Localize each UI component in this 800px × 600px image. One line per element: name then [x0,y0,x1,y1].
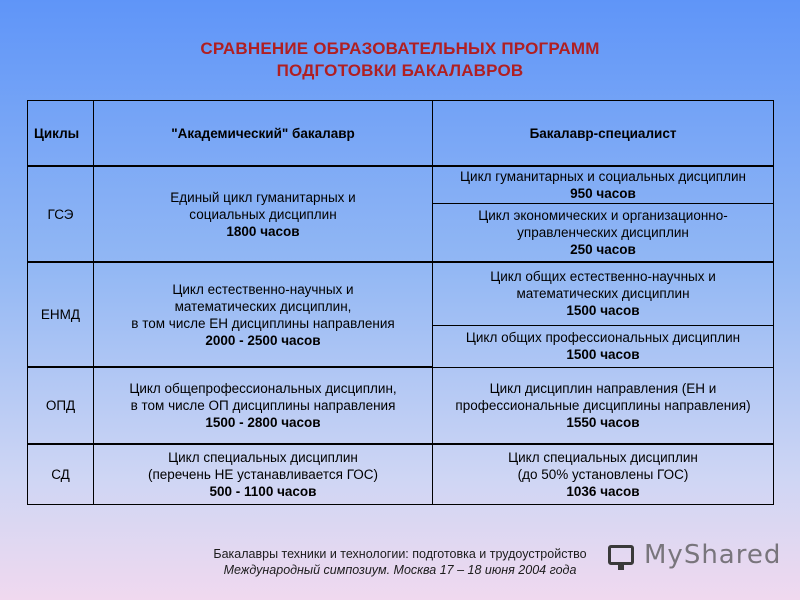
watermark-text: MyShared [644,540,782,570]
slide-title [0,38,800,82]
comparison-table [27,100,774,505]
cycle-gse: ГСЭ [28,166,94,262]
title-line-2: ПОДГОТОВКИ БАКАЛАВРОВ [276,61,524,80]
specialist-sd: Цикл специальных дисциплин (до 50% установлены ГОС) 1036 часов [433,444,774,504]
watermark-logo [608,540,781,570]
specialist-enmd-1: Цикл общих естественно-научных и математических дисциплин 1500 часов [433,262,774,325]
cycle-opd: ОПД [28,367,94,444]
cycle-enmd: ЕНМД [28,262,94,367]
header-cycles: Циклы [28,101,94,167]
table-row-gse [28,166,774,203]
header-specialist: Бакалавр-специалист [433,101,774,167]
academic-sd: Цикл специальных дисциплин (перечень НЕ устанавливается ГОС) 500 - 1100 часов [94,444,433,504]
specialist-enmd-2: Цикл общих профессиональных дисциплин 1500 часов [433,325,774,367]
specialist-gse-2: Цикл экономических и организационно- управленческих дисциплин 250 часов [433,203,774,262]
table-row-sd [28,444,774,504]
footer-line-2: Международный симпозиум. Москва 17 – 18 июня 2004 года [223,563,577,577]
cycle-sd: СД [28,444,94,504]
table-header-row [28,101,774,167]
academic-gse: Единый цикл гуманитарных и социальных дисциплин 1800 часов [94,166,433,262]
academic-opd: Цикл общепрофессиональных дисциплин, в том числе ОП дисциплины направления 1500 - 2800 часов [94,367,433,444]
title-line-1: СРАВНЕНИЕ ОБРАЗОВАТЕЛЬНЫХ ПРОГРАММ [200,39,600,58]
table-row-enmd [28,262,774,325]
specialist-gse-1: Цикл гуманитарных и социальных дисциплин 950 часов [433,166,774,203]
monitor-icon [608,545,634,565]
specialist-opd: Цикл дисциплин направления (ЕН и профессиональные дисциплины направления) 1550 часов [433,367,774,444]
header-academic: "Академический" бакалавр [94,101,433,167]
footer-line-1: Бакалавры техники и технологии: подготовка и трудоустройство [213,547,587,561]
academic-enmd: Цикл естественно-научных и математических дисциплин, в том числе ЕН дисциплины направления 2000 - 2500 часов [94,262,433,367]
